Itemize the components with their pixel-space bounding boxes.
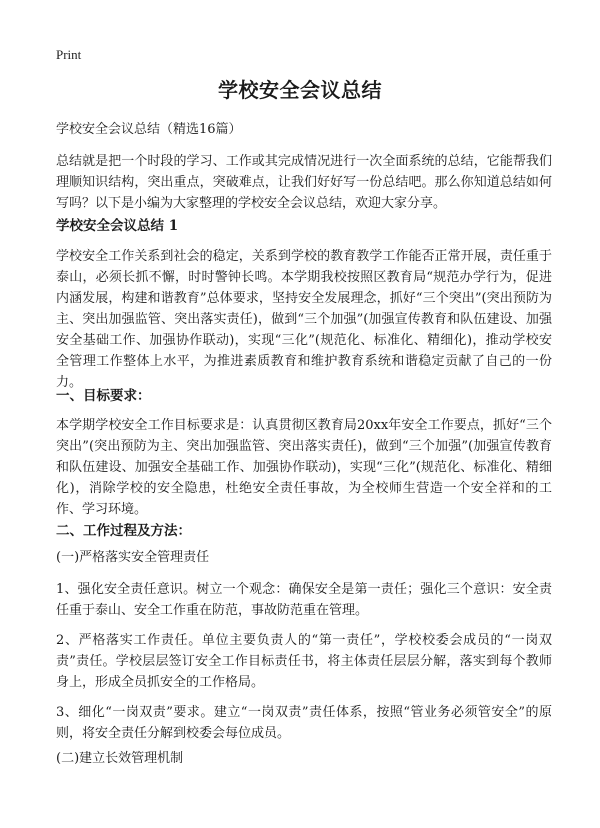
print-label: Print bbox=[56, 47, 82, 62]
subsection-1-heading: (一)严格落实安全管理责任 bbox=[56, 550, 210, 565]
goals-paragraph: 本学期学校安全工作目标要求是：认真贯彻区教育局20xx年安全工作要点，抓好“三个突出”(突出预防为主、突出加强监管、突出落实责任)，做到“三个加强”(加强宣传教育和队伍建设、加强安全基础工作、加强协作联动)，实现“三化”(规范化、标准化、精细化)，消除学校的安全隐患，杜绝安全责任事故，为全校师生营造一个安全祥和的工作、学习环境。 bbox=[56, 418, 552, 517]
item-3-paragraph: 3、细化“一岗双责”要求。建立“一岗双责”责任体系，按照“管业务必须管安全”的原则，将安全责任分解到校委会每位成员。 bbox=[56, 705, 552, 741]
item-1-paragraph: 1、强化安全责任意识。树立一个观念：确保安全是第一责任；强化三个意识：安全责任重于泰山、安全工作重在防范，事故防范重在管理。 bbox=[56, 582, 552, 618]
subsection-2-heading: (二)建立长效管理机制 bbox=[56, 751, 184, 766]
process-heading: 二、工作过程及方法： bbox=[56, 523, 191, 539]
section-1-paragraph: 学校安全工作关系到社会的稳定，关系到学校的教育教学工作能否正常开展，责任重于泰山，必须长抓不懈，时时警钟长鸣。本学期我校按照区教育局“规范办学行为，促进内涵发展，构建和谐教育”总体要求，坚持安全发展理念，抓好“三个突出”(突出预防为主、突出加强监管、突出落实责任)，做到“三个加强”(加强宣传教育和队伍建设、加强安全基础工作、加强协作联动)，实现“三化”(规范化、标准化、精细化)，推动学校安全管理工作整体上水平，为推进素质教育和维护教育系统和谐稳定贡献了自己的一份力。 bbox=[56, 249, 552, 390]
goals-heading: 一、目标要求： bbox=[56, 388, 151, 404]
section-1-heading: 学校安全会议总结 1 bbox=[56, 218, 179, 234]
intro-paragraph: 总结就是把一个时段的学习、工作或其完成情况进行一次全面系统的总结，它能帮我们理顺知识结构，突出重点，突破难点，让我们好好写一份总结吧。那么你知道总结如何写吗？以下是小编为大家整理的学校安全会议总结，欢迎大家分享。 bbox=[56, 154, 552, 211]
item-2-paragraph: 2、严格落实工作责任。单位主要负责人的“第一责任”，学校校委会成员的“一岗双责”责任。学校层层签订安全工作目标责任书，将主体责任层层分解，落实到每个教师身上，形成全员抓安全的工作格局。 bbox=[56, 633, 552, 690]
document-title: 学校安全会议总结 bbox=[218, 78, 382, 102]
document-subtitle: 学校安全会议总结（精选16篇） bbox=[56, 122, 242, 137]
